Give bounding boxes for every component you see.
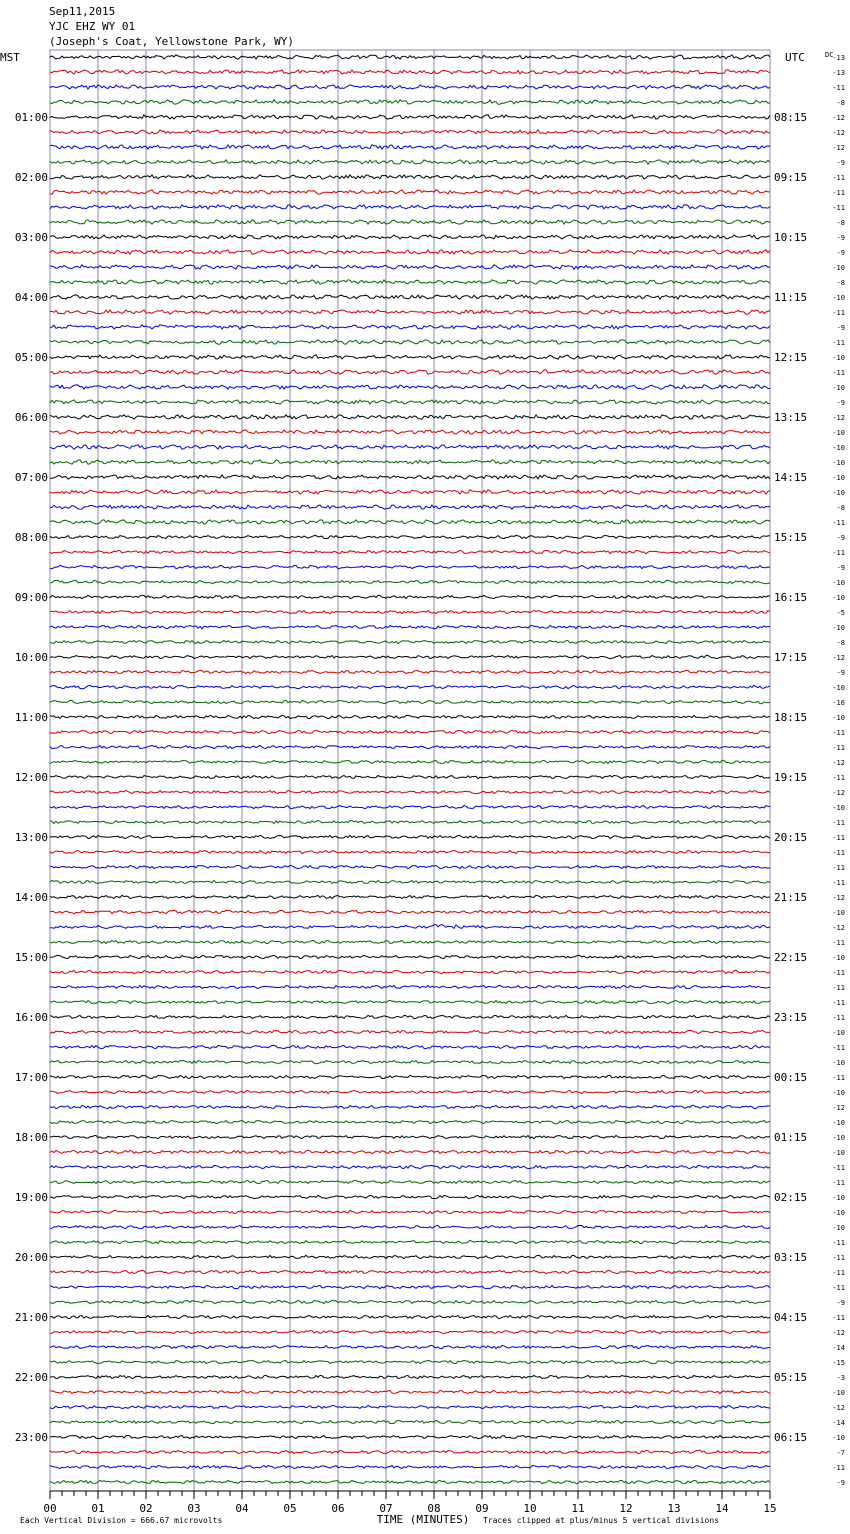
- dc-offset-label: -10: [832, 444, 845, 452]
- trace-row: [50, 1075, 770, 1078]
- trace-row: [50, 490, 770, 494]
- dc-offset-label: -10: [832, 714, 845, 722]
- trace-row: [50, 295, 770, 299]
- utc-hour-label: 06:15: [774, 1431, 808, 1444]
- dc-offset-label: -9: [836, 249, 845, 257]
- trace-row: [50, 715, 770, 718]
- dc-offset-label: -10: [832, 1134, 845, 1142]
- utc-hour-label: 08:15: [774, 111, 808, 124]
- trace-row: [50, 1210, 770, 1213]
- mst-hour-label: 16:00: [14, 1011, 48, 1024]
- trace-row: [50, 820, 770, 823]
- utc-hour-label: 21:15: [774, 891, 808, 904]
- date-label: Sep11,2015: [49, 5, 116, 18]
- trace-row: [50, 670, 770, 673]
- dc-offset-label: -10: [832, 1194, 845, 1202]
- utc-hour-label: 20:15: [774, 831, 808, 844]
- trace-row: [50, 1105, 770, 1108]
- mst-hour-label: 17:00: [14, 1071, 48, 1084]
- x-tick-label: 09: [475, 1502, 489, 1515]
- dc-offset-label: -11: [832, 1284, 845, 1292]
- trace-row: [50, 175, 770, 179]
- utc-hour-label: 19:15: [774, 771, 808, 784]
- trace-row: [50, 1315, 770, 1318]
- utc-hour-label: 04:15: [774, 1311, 808, 1324]
- trace-group: [50, 55, 770, 1484]
- trace-row: [50, 535, 770, 538]
- utc-hour-label: 14:15: [774, 471, 808, 484]
- x-tick-label: 03: [187, 1502, 201, 1515]
- trace-row: [50, 895, 770, 898]
- mst-hour-label: 13:00: [14, 831, 48, 844]
- trace-row: [50, 700, 770, 703]
- dc-offset-label: -3: [836, 1374, 845, 1382]
- trace-row: [50, 1000, 770, 1003]
- dc-offset-label: -12: [832, 654, 845, 662]
- trace-row: [50, 370, 770, 374]
- trace-row: [50, 310, 770, 314]
- x-tick-label: 02: [139, 1502, 153, 1515]
- trace-row: [50, 250, 770, 254]
- x-tick-label: 07: [379, 1502, 393, 1515]
- trace-row: [50, 445, 770, 449]
- dc-offset-label: -10: [832, 384, 845, 392]
- trace-row: [50, 1450, 770, 1453]
- dc-offset-label: -8: [836, 639, 845, 647]
- x-tick-label: 15: [763, 1502, 777, 1515]
- trace-row: [50, 160, 770, 164]
- dc-offset-label: -12: [832, 414, 845, 422]
- x-tick-label: 08: [427, 1502, 441, 1515]
- trace-row: [50, 340, 770, 344]
- dc-offset-label: -16: [832, 699, 845, 707]
- trace-row: [50, 55, 770, 59]
- trace-row: [50, 685, 770, 688]
- trace-row: [50, 1420, 770, 1423]
- utc-hour-label: 17:15: [774, 651, 808, 664]
- dc-offset-label: -11: [832, 1254, 845, 1262]
- dc-offset-label: -11: [832, 309, 845, 317]
- dc-offset-label: -10: [832, 1029, 845, 1037]
- trace-row: [50, 460, 770, 464]
- dc-offset-label: -11: [832, 1074, 845, 1082]
- trace-row: [50, 505, 770, 509]
- mst-hour-label: 14:00: [14, 891, 48, 904]
- trace-row: [50, 880, 770, 883]
- trace-row: [50, 430, 770, 434]
- utc-hour-label: 23:15: [774, 1011, 808, 1024]
- dc-offset-label: -12: [832, 129, 845, 137]
- utc-hour-label: 18:15: [774, 711, 808, 724]
- trace-row: [50, 806, 770, 809]
- mst-hour-label: 11:00: [14, 711, 48, 724]
- trace-row: [50, 640, 770, 643]
- trace-row: [50, 1150, 770, 1153]
- dc-label: DC: [825, 51, 834, 59]
- trace-row: [50, 115, 770, 119]
- dc-offset-label: -11: [832, 174, 845, 182]
- dc-offset-label: -11: [832, 969, 845, 977]
- dc-offset-label: -10: [832, 429, 845, 437]
- mst-hour-label: 03:00: [14, 231, 48, 244]
- dc-offset-label: -11: [832, 1044, 845, 1052]
- dc-offset-label: -8: [836, 219, 845, 227]
- trace-row: [50, 1165, 770, 1168]
- trace-row: [50, 655, 770, 658]
- trace-row: [50, 1090, 770, 1093]
- dc-offset-label: -15: [832, 1359, 845, 1367]
- dc-offset-label: -9: [836, 534, 845, 542]
- dc-offset-label: -11: [832, 1164, 845, 1172]
- trace-row: [50, 985, 770, 988]
- mst-hour-label: 12:00: [14, 771, 48, 784]
- dc-offset-label: -12: [832, 1404, 845, 1412]
- dc-offset-label: -11: [832, 774, 845, 782]
- trace-row: [50, 865, 770, 868]
- trace-row: [50, 400, 770, 404]
- dc-offset-label: -9: [836, 669, 845, 677]
- trace-row: [50, 1390, 770, 1393]
- dc-offset-label: -11: [832, 999, 845, 1007]
- dc-offset-label: -10: [832, 294, 845, 302]
- dc-offset-label: -11: [832, 879, 845, 887]
- trace-row: [50, 1045, 770, 1048]
- trace-row: [50, 550, 770, 553]
- x-tick-label: 12: [619, 1502, 633, 1515]
- dc-offset-label: -10: [832, 1209, 845, 1217]
- utc-hour-label: 12:15: [774, 351, 808, 364]
- trace-row: [50, 130, 770, 134]
- trace-row: [50, 415, 770, 419]
- trace-row: [50, 280, 770, 284]
- dc-offset-label: -11: [832, 864, 845, 872]
- trace-row: [50, 955, 770, 958]
- x-tick-label: 05: [283, 1502, 297, 1515]
- trace-row: [50, 1300, 770, 1303]
- dc-offset-label: -14: [832, 1344, 845, 1352]
- trace-row: [50, 835, 770, 838]
- footer-scale-note: Each Vertical Division = 666.67 microvolts: [20, 1516, 223, 1525]
- dc-offset-label: -11: [832, 1314, 845, 1322]
- footer-clip-note: Traces clipped at plus/minus 5 vertical divisions: [483, 1516, 720, 1525]
- utc-hour-label: 22:15: [774, 951, 808, 964]
- utc-hour-label: 11:15: [774, 291, 808, 304]
- utc-hour-label: 13:15: [774, 411, 808, 424]
- dc-offset-label: -11: [832, 369, 845, 377]
- dc-offset-label: -10: [832, 1224, 845, 1232]
- trace-row: [50, 1061, 770, 1064]
- trace-row: [50, 1015, 770, 1018]
- trace-row: [50, 610, 770, 613]
- trace-row: [50, 775, 770, 778]
- mst-hour-label: 22:00: [14, 1371, 48, 1384]
- utc-hour-label: 05:15: [774, 1371, 808, 1384]
- dc-offset-label: -5: [836, 609, 845, 617]
- label-group: [0, 51, 845, 1526]
- mst-hour-label: 07:00: [14, 471, 48, 484]
- trace-row: [50, 1135, 770, 1138]
- dc-offset-label: -11: [832, 1014, 845, 1022]
- x-tick-label: 13: [667, 1502, 681, 1515]
- dc-offset-label: -12: [832, 144, 845, 152]
- dc-offset-label: -10: [832, 354, 845, 362]
- dc-offset-label: -9: [836, 564, 845, 572]
- mst-hour-label: 08:00: [14, 531, 48, 544]
- dc-offset-label: -8: [836, 279, 845, 287]
- mst-hour-label: 02:00: [14, 171, 48, 184]
- dc-offset-label: -11: [832, 1464, 845, 1472]
- dc-offset-label: -10: [832, 474, 845, 482]
- dc-offset-label: -11: [832, 834, 845, 842]
- utc-hour-label: 15:15: [774, 531, 808, 544]
- trace-row: [50, 1361, 770, 1364]
- trace-row: [50, 1270, 770, 1273]
- utc-hour-label: 10:15: [774, 231, 808, 244]
- trace-row: [50, 190, 770, 194]
- dc-offset-label: -10: [832, 684, 845, 692]
- dc-offset-label: -9: [836, 234, 845, 242]
- station-label: YJC EHZ WY 01: [49, 20, 136, 33]
- trace-row: [50, 941, 770, 944]
- x-tick-label: 04: [235, 1502, 249, 1515]
- dc-offset-label: -9: [836, 324, 845, 332]
- utc-hour-label: 01:15: [774, 1131, 808, 1144]
- x-tick-label: 06: [331, 1502, 345, 1515]
- trace-row: [50, 100, 770, 104]
- mst-hour-label: 23:00: [14, 1431, 48, 1444]
- dc-offset-label: -10: [832, 594, 845, 602]
- trace-row: [50, 235, 770, 239]
- trace-row: [50, 760, 770, 763]
- trace-row: [50, 1330, 770, 1333]
- dc-offset-label: -12: [832, 1104, 845, 1112]
- dc-offset-label: -11: [832, 1179, 845, 1187]
- trace-row: [50, 265, 770, 269]
- trace-row: [50, 70, 770, 74]
- trace-row: [50, 1435, 770, 1438]
- dc-offset-label: -9: [836, 159, 845, 167]
- mst-hour-label: 15:00: [14, 951, 48, 964]
- x-tick-label: 11: [571, 1502, 585, 1515]
- mst-hour-label: 05:00: [14, 351, 48, 364]
- dc-offset-label: -10: [832, 1389, 845, 1397]
- dc-offset-label: -10: [832, 1149, 845, 1157]
- dc-offset-label: -12: [832, 759, 845, 767]
- trace-row: [50, 1285, 770, 1288]
- mst-hour-label: 10:00: [14, 651, 48, 664]
- dc-offset-label: -12: [832, 114, 845, 122]
- dc-offset-label: -10: [832, 954, 845, 962]
- dc-offset-label: -13: [832, 54, 845, 62]
- trace-row: [50, 1240, 770, 1243]
- trace-row: [50, 205, 770, 209]
- mst-hour-label: 19:00: [14, 1191, 48, 1204]
- trace-row: [50, 1225, 770, 1228]
- trace-row: [50, 1375, 770, 1378]
- x-axis-title: TIME (MINUTES): [376, 1513, 470, 1526]
- dc-offset-label: -11: [832, 1239, 845, 1247]
- mst-hour-label: 21:00: [14, 1311, 48, 1324]
- trace-row: [50, 625, 770, 628]
- mst-hour-label: 06:00: [14, 411, 48, 424]
- utc-hour-label: 16:15: [774, 591, 808, 604]
- mst-hour-label: 20:00: [14, 1251, 48, 1264]
- trace-row: [50, 970, 770, 973]
- dc-offset-label: -11: [832, 204, 845, 212]
- dc-offset-label: -10: [832, 1059, 845, 1067]
- dc-offset-label: -11: [832, 819, 845, 827]
- mst-hour-label: 01:00: [14, 111, 48, 124]
- dc-offset-label: -9: [836, 1299, 845, 1307]
- dc-offset-label: -11: [832, 84, 845, 92]
- trace-row: [50, 565, 770, 568]
- trace-row: [50, 1405, 770, 1408]
- dc-offset-label: -11: [832, 939, 845, 947]
- dc-offset-label: -10: [832, 909, 845, 917]
- trace-row: [50, 1255, 770, 1258]
- trace-row: [50, 745, 770, 748]
- x-tick-label: 10: [523, 1502, 537, 1515]
- trace-row: [50, 220, 770, 224]
- utc-hour-label: 00:15: [774, 1071, 808, 1084]
- utc-hour-label: 02:15: [774, 1191, 808, 1204]
- utc-hour-label: 03:15: [774, 1251, 808, 1264]
- dc-offset-label: -8: [836, 504, 845, 512]
- utc-hour-label: 09:15: [774, 171, 808, 184]
- trace-row: [50, 1030, 770, 1033]
- trace-row: [50, 925, 770, 929]
- trace-row: [50, 730, 770, 733]
- trace-row: [50, 145, 770, 149]
- trace-row: [50, 910, 770, 913]
- dc-offset-label: -9: [836, 399, 845, 407]
- trace-row: [50, 325, 770, 329]
- dc-offset-label: -11: [832, 984, 845, 992]
- dc-offset-label: -10: [832, 624, 845, 632]
- dc-offset-label: -12: [832, 894, 845, 902]
- trace-row: [50, 580, 770, 583]
- dc-offset-label: -11: [832, 339, 845, 347]
- dc-offset-label: -12: [832, 789, 845, 797]
- trace-row: [50, 595, 770, 598]
- trace-row: [50, 520, 770, 524]
- x-tick-label: 00: [43, 1502, 57, 1515]
- dc-offset-label: -10: [832, 804, 845, 812]
- trace-row: [50, 355, 770, 359]
- dc-offset-label: -10: [832, 1119, 845, 1127]
- utc-axis-title: UTC: [785, 51, 805, 64]
- dc-offset-label: -7: [836, 1449, 845, 1457]
- dc-offset-label: -11: [832, 519, 845, 527]
- trace-row: [50, 1480, 770, 1483]
- dc-offset-label: -10: [832, 1434, 845, 1442]
- dc-offset-label: -14: [832, 1419, 845, 1427]
- trace-row: [50, 1465, 770, 1468]
- trace-row: [50, 475, 770, 479]
- mst-hour-label: 18:00: [14, 1131, 48, 1144]
- trace-row: [50, 1180, 770, 1183]
- trace-row: [50, 850, 770, 853]
- dc-offset-label: -11: [832, 1269, 845, 1277]
- dc-offset-label: -11: [832, 729, 845, 737]
- dc-offset-label: -10: [832, 489, 845, 497]
- dc-offset-label: -11: [832, 744, 845, 752]
- dc-offset-label: -13: [832, 69, 845, 77]
- mst-axis-title: MST: [0, 51, 20, 64]
- trace-row: [50, 85, 770, 89]
- trace-row: [50, 790, 770, 793]
- dc-offset-label: -12: [832, 1329, 845, 1337]
- x-tick-label: 01: [91, 1502, 105, 1515]
- trace-row: [50, 1345, 770, 1348]
- dc-offset-label: -10: [832, 579, 845, 587]
- mst-hour-label: 09:00: [14, 591, 48, 604]
- dc-offset-label: -10: [832, 1089, 845, 1097]
- trace-row: [50, 1120, 770, 1123]
- dc-offset-label: -10: [832, 264, 845, 272]
- dc-offset-label: -11: [832, 849, 845, 857]
- location-label: (Joseph's Coat, Yellowstone Park, WY): [49, 35, 295, 48]
- trace-row: [50, 1195, 770, 1198]
- x-tick-label: 14: [715, 1502, 729, 1515]
- dc-offset-label: -11: [832, 549, 845, 557]
- dc-offset-label: -10: [832, 459, 845, 467]
- dc-offset-label: -12: [832, 924, 845, 932]
- dc-offset-label: -11: [832, 189, 845, 197]
- dc-offset-label: -8: [836, 99, 845, 107]
- trace-row: [50, 385, 770, 389]
- dc-offset-label: -9: [836, 1479, 845, 1487]
- mst-hour-label: 04:00: [14, 291, 48, 304]
